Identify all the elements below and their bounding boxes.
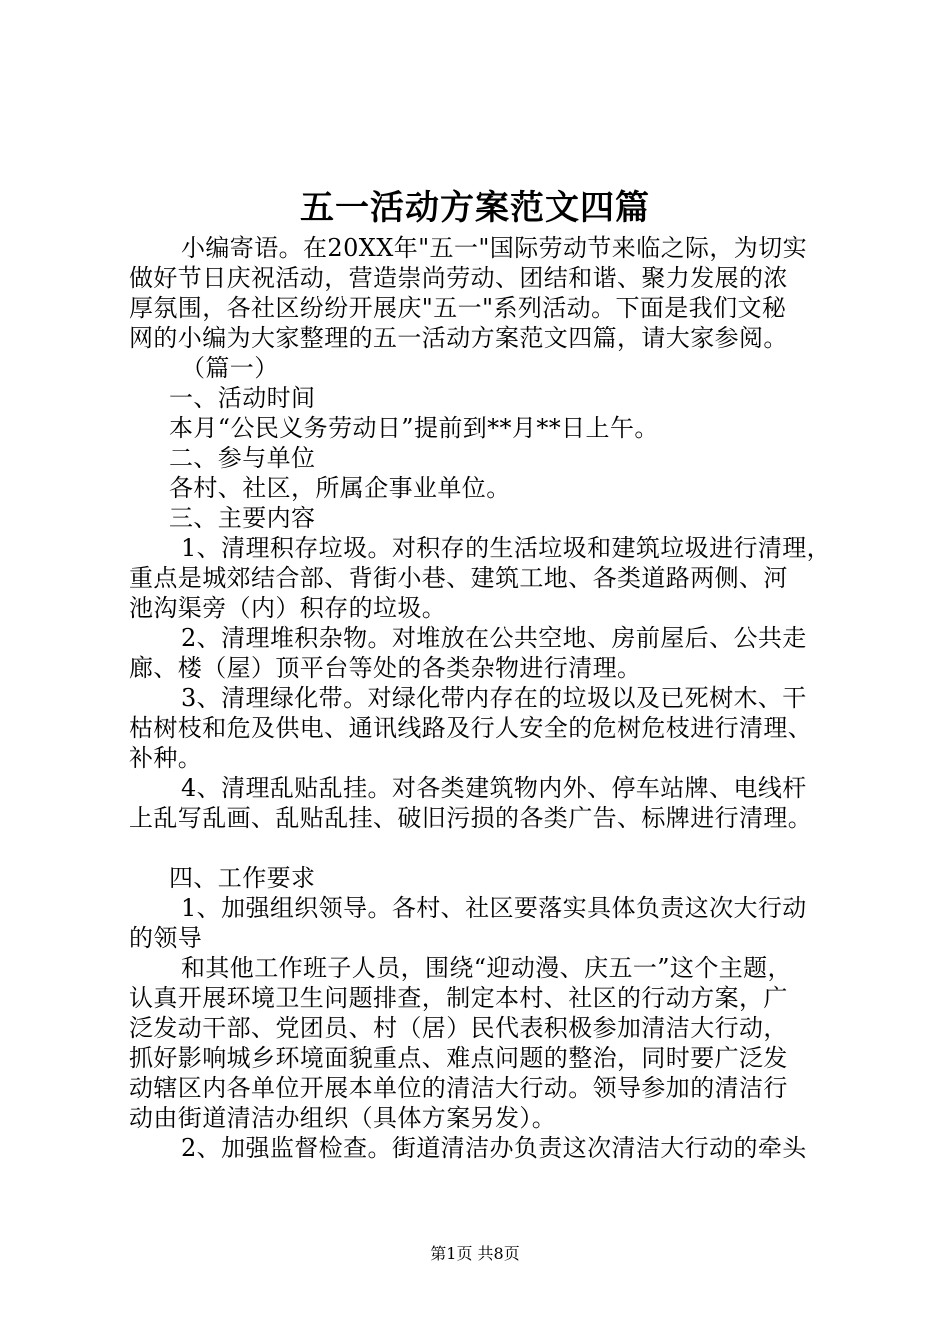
paragraph-line: 重点是城郊结合部、背街小巷、建筑工地、各类道路两侧、河 xyxy=(129,564,788,592)
paragraph-line: 2、加强监督检查。街道清洁办负责这次清洁大行动的牵头 xyxy=(181,1134,807,1162)
paragraph-line: 抓好影响城乡环境面貌重点、难点问题的整治，同时要广泛发 xyxy=(129,1044,788,1072)
paragraph-line: 三、主要内容 xyxy=(169,504,316,532)
paragraph-line: 四、工作要求 xyxy=(169,864,316,892)
paragraph-line: 二、参与单位 xyxy=(169,444,316,472)
document-body xyxy=(129,233,832,1163)
paragraph-line: 枯树枝和危及供电、通讯线路及行人安全的危树危枝进行清理、 xyxy=(129,714,813,742)
page-footer: 第1页 共8页 xyxy=(430,1244,520,1263)
paragraph-line: 4、清理乱贴乱挂。对各类建筑物内外、停车站牌、电线杆 xyxy=(181,774,807,802)
paragraph-line: 1、加强组织领导。各村、社区要落实具体负责这次大行动 xyxy=(181,894,807,922)
blank-line xyxy=(129,833,829,863)
paragraph-line: 各村、社区，所属企事业单位。 xyxy=(169,474,511,502)
paragraph-line: 做好节日庆祝活动，营造崇尚劳动、团结和谐、聚力发展的浓 xyxy=(129,264,788,292)
paragraph-line: 动由街道清洁办组织（具体方案另发）。 xyxy=(129,1104,557,1132)
paragraph-line: 2、清理堆积杂物。对堆放在公共空地、房前屋后、公共走 xyxy=(181,624,807,652)
paragraph-line: 廊、楼（屋）顶平台等处的各类杂物进行清理。 xyxy=(129,654,642,682)
paragraph-line: 厚氛围，各社区纷纷开展庆"五一"系列活动。下面是我们文秘 xyxy=(129,294,787,322)
paragraph-line: 池沟渠旁（内）积存的垃圾。 xyxy=(129,594,447,622)
paragraph-line: 泛发动干部、党团员、村（居）民代表积极参加清洁大行动， xyxy=(129,1014,788,1042)
paragraph-line: 一、活动时间 xyxy=(169,384,316,412)
paragraph-line: 和其他工作班子人员，围绕“迎动漫、庆五一”这个主题， xyxy=(181,954,792,982)
paragraph-line: 的领导 xyxy=(129,924,203,952)
paragraph-line: 上乱写乱画、乱贴乱挂、破旧污损的各类广告、标牌进行清理。 xyxy=(129,804,813,832)
paragraph-line: 认真开展环境卫生问题排查，制定本村、社区的行动方案，广 xyxy=(129,984,788,1012)
paragraph-line: 网的小编为大家整理的五一活动方案范文四篇，请大家参阅。 xyxy=(129,324,788,352)
paragraph-line: 1、清理积存垃圾。对积存的生活垃圾和建筑垃圾进行清理， xyxy=(181,534,832,562)
paragraph-line: 3、清理绿化带。对绿化带内存在的垃圾以及已死树木、干 xyxy=(181,684,807,712)
paragraph-line: 小编寄语。在20XX年"五一"国际劳动节来临之际，为切实 xyxy=(181,234,807,262)
paragraph-line: 补种。 xyxy=(129,744,203,772)
paragraph-line: （篇一） xyxy=(181,354,279,382)
paragraph-line: 本月“公民义务劳动日”提前到**月**日上午。 xyxy=(169,414,659,442)
document-title: 五一活动方案范文四篇 xyxy=(300,188,650,228)
paragraph-line: 动辖区内各单位开展本单位的清洁大行动。领导参加的清洁行 xyxy=(129,1074,788,1102)
